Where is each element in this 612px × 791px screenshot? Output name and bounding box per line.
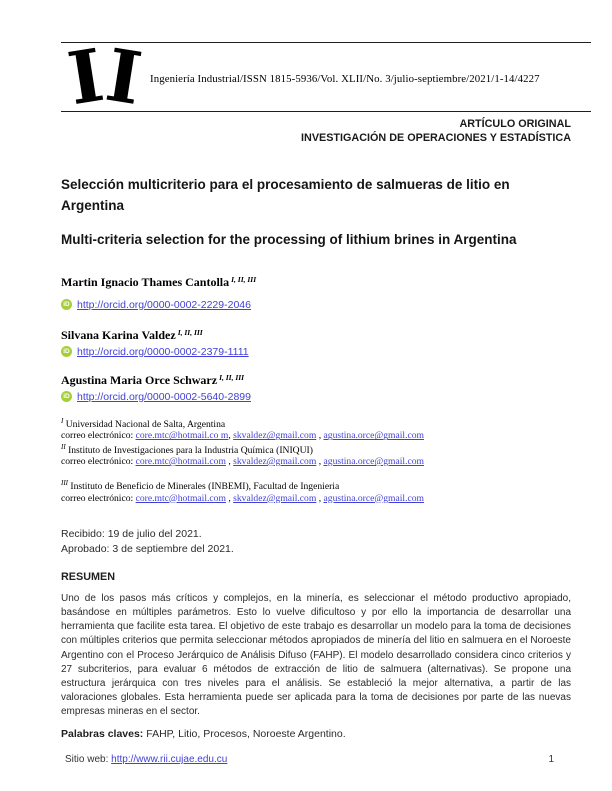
email-separator: , <box>316 430 324 442</box>
article-section-label: INVESTIGACIÓN DE OPERACIONES Y ESTADÍSTICA <box>301 132 571 144</box>
orcid-row-3 <box>61 391 571 404</box>
email-label: correo electrónico: <box>61 492 136 504</box>
site-line <box>65 754 227 765</box>
email-link[interactable]: skvaldez@gmail.com <box>233 455 317 467</box>
affiliation-3-emails <box>61 493 573 504</box>
header-divider <box>61 111 591 112</box>
author-name-1 <box>61 275 571 290</box>
email-link[interactable]: agustina.orce@gmail.com <box>323 430 424 442</box>
page-footer <box>65 754 554 765</box>
email-separator: , <box>316 492 324 504</box>
email-link[interactable]: core.mtc@hotmail.com <box>135 455 226 467</box>
journal-header <box>61 31 571 122</box>
dates-block <box>61 527 571 557</box>
author-name-3 <box>61 373 571 388</box>
approved-date: Aprobado: 3 de septiembre del 2021. <box>61 542 234 555</box>
logo-letter-right: I <box>100 31 148 122</box>
journal-logo <box>61 31 149 122</box>
affiliation-1-institution: Universidad Nacional de Salta, Argentina <box>63 419 226 431</box>
affiliation-3-institution: Instituto de Beneficio de Minerales (INBEMI), Facultad de Ingenieria <box>68 481 340 493</box>
email-link[interactable]: core.mtc@hotmail.co m <box>135 430 229 442</box>
author-1-text: Martin Ignacio Thames Cantolla <box>61 275 230 289</box>
keywords-label: Palabras claves: <box>61 727 144 740</box>
logo-letter-left: I <box>62 31 110 122</box>
author-2-text: Silvana Karina Valdez <box>61 328 176 342</box>
abstract-text: Uno de los pasos más críticos y complejos, en la minería, es seleccionar el método productivo apropiado, basándose en múltiples parámetros. Esto lo vuelve dificultoso y por ello la importancia de desarrollar una herramienta que facilite esta tarea. El objetivo de este trabajo es desarrollar un modelo para la toma de decisiones con múltiples criterios que permita seleccionar métodos apropiados de minería del litio en salmuera en el Noroeste Argentino con el Proceso Jerárquico de Análisis Difuso (FAHP). El modelo desarrollado considera cinco criterios y 27 subcriterios, para evaluar 6 métodos de extracción de litio de salmuera (alternativas). Se propone una estructura jerárquica con tres niveles para el análisis. Se estableció la mejor alternativa, a partir de las valoraciones globales. Esta herramienta puede ser aplicada para la toma de decisiones por parte de las nuevas empresas mineras en el sector. <box>61 592 571 718</box>
page-number: 1 <box>548 754 554 765</box>
site-url-link[interactable]: http://www.rii.cujae.edu.cu <box>111 754 228 765</box>
affiliation-2-emails <box>61 456 573 467</box>
email-label: correo electrónico: <box>61 455 136 467</box>
keywords-line <box>61 728 571 740</box>
author-3-affiliation-sup: I, II, III <box>219 372 245 382</box>
orcid-link-2[interactable]: http://orcid.org/0000-0002-2379-1111 <box>77 346 249 358</box>
received-date: Recibido: 19 de julio del 2021. <box>61 527 202 540</box>
author-name-2 <box>61 328 571 343</box>
email-separator: , <box>225 492 234 504</box>
email-link[interactable]: agustina.orce@gmail.com <box>323 492 424 504</box>
journal-info-line: Ingeniería Industrial/ISSN 1815-5936/Vol. XLII/No. 3/julio-septiembre/2021/1-14/4227 <box>150 73 540 85</box>
keywords-text: FAHP, Litio, Procesos, Noroeste Argentino. <box>143 727 346 740</box>
email-separator: , <box>225 455 234 467</box>
article-type-label: ARTÍCULO ORIGINAL <box>459 118 571 130</box>
email-label: correo electrónico: <box>61 430 136 442</box>
orcid-row-2 <box>61 346 571 359</box>
orcid-link-3[interactable]: http://orcid.org/0000-0002-5640-2899 <box>77 391 251 403</box>
orcid-icon: iD <box>61 299 72 310</box>
affiliation-1-marker: I <box>61 417 64 425</box>
author-2-affiliation-sup: I, II, III <box>177 327 203 337</box>
affiliations-block <box>61 416 573 504</box>
affiliation-gap <box>61 467 573 478</box>
orcid-row-1 <box>61 299 571 312</box>
affiliation-3-marker: III <box>61 479 68 488</box>
affiliation-2-marker: II <box>61 442 66 451</box>
abstract-heading: RESUMEN <box>61 570 115 583</box>
affiliation-1-emails <box>61 430 573 441</box>
affiliation-2-institution: Instituto de Investigaciones para la Industria Química (INIQUI) <box>65 444 313 456</box>
orcid-icon: iD <box>61 391 72 402</box>
affiliation-1 <box>61 416 573 430</box>
email-separator: , <box>228 430 234 442</box>
email-link[interactable]: agustina.orce@gmail.com <box>323 455 424 467</box>
site-label: Sitio web: <box>65 754 112 765</box>
email-link[interactable]: skvaldez@gmail.com <box>233 430 317 442</box>
author-1-affiliation-sup: I, II, III <box>231 274 257 284</box>
orcid-link-1[interactable]: http://orcid.org/0000-0002-2229-2046 <box>77 299 251 311</box>
article-meta <box>61 117 571 145</box>
title-english: Multi-criteria selection for the processing of lithium brines in Argentina <box>61 232 517 247</box>
title-spanish: Selección multicriterio para el procesamiento de salmueras de litio en Argentina <box>61 177 510 213</box>
email-link[interactable]: core.mtc@hotmail.com <box>135 492 226 504</box>
email-separator: , <box>316 455 324 467</box>
author-3-text: Agustina Maria Orce Schwarz <box>61 373 218 387</box>
orcid-icon: iD <box>61 346 72 357</box>
affiliation-2 <box>61 442 573 456</box>
email-link[interactable]: skvaldez@gmail.com <box>233 492 317 504</box>
affiliation-3 <box>61 478 573 492</box>
